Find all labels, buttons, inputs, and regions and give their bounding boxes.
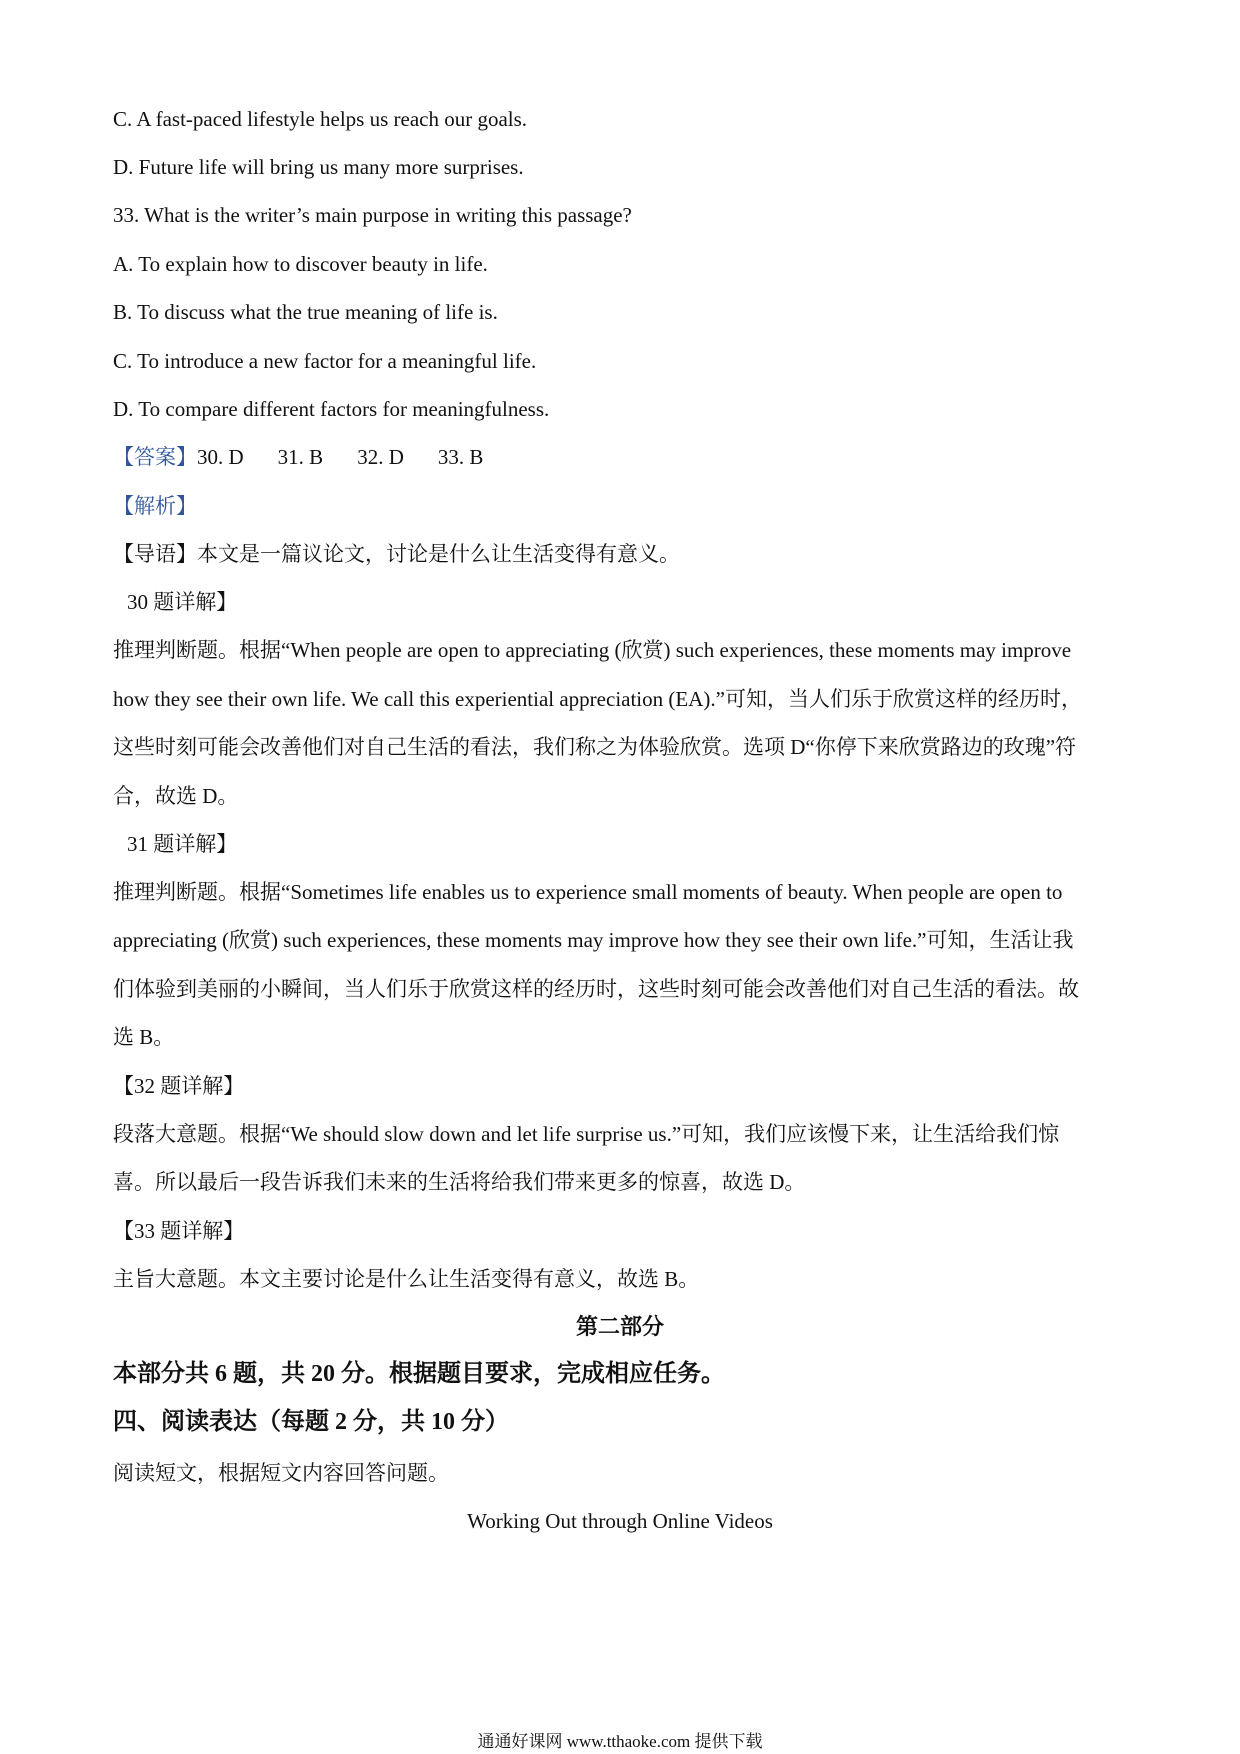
q30-text-line: how they see their own life. We call this experiential appreciation (EA).”可知，当人们乐于欣赏这样的经历时， xyxy=(113,687,1082,711)
answer-item: 33. B xyxy=(437,445,484,469)
reading-instruction: 阅读短文，根据短文内容回答问题。 xyxy=(113,1461,449,1485)
part2-title: 第二部分 xyxy=(575,1314,664,1339)
section-heading: 四、阅读表达（每题 2 分，共 10 分） xyxy=(113,1409,509,1435)
q30-text-line: 合，故选 D。 xyxy=(113,784,239,808)
option-c: C. A fast-paced lifestyle helps us reach our goals. xyxy=(113,107,528,131)
question-33: 33. What is the writer’s main purpose in writing this passage? xyxy=(113,203,632,227)
question-33-option-a: A. To explain how to discover beauty in life. xyxy=(113,252,488,276)
q30-text-line: 推理判断题。根据“When people are open to appreciating (欣赏) such experiences, these moments may improve xyxy=(113,638,1072,662)
q31-text-line: 们体验到美丽的小瞬间，当人们乐于欣赏这样的经历时，这些时刻可能会改善他们对自己生活的看法。故 xyxy=(113,977,1079,1001)
q32-heading: 【32 题详解】 xyxy=(113,1074,245,1098)
answer-line xyxy=(113,443,483,471)
part2-intro: 本部分共 6 题，共 20 分。根据题目要求，完成相应任务。 xyxy=(113,1361,725,1387)
option-d: D. Future life will bring us many more surprises. xyxy=(113,155,524,179)
answer-label: 【答案】 xyxy=(113,445,197,469)
question-33-option-b: B. To discuss what the true meaning of life is. xyxy=(113,300,498,324)
page-footer: 通通好课网 www.tthaoke.com 提供下载 xyxy=(477,1732,763,1751)
q33-heading: 【33 题详解】 xyxy=(113,1219,245,1243)
q31-text-line: 推理判断题。根据“Sometimes life enables us to experience small moments of beauty. When people are open to xyxy=(113,880,1063,904)
q31-text-line: appreciating (欣赏) such experiences, these moments may improve how they see their own life.”可知，生活让我 xyxy=(113,928,1074,952)
answer-item: 32. D xyxy=(357,445,404,469)
q33-text-line: 主旨大意题。本文主要讨论是什么让生活变得有意义，故选 B。 xyxy=(113,1267,700,1291)
answer-item: 30. D xyxy=(197,445,244,469)
passage-title: Working Out through Online Videos xyxy=(467,1509,773,1533)
q32-text-line: 段落大意题。根据“We should slow down and let life surprise us.”可知，我们应该慢下来，让生活给我们惊 xyxy=(113,1122,1060,1146)
q31-heading: 31 题详解】 xyxy=(127,832,238,856)
q30-text-line: 这些时刻可能会改善他们对自己生活的看法，我们称之为体验欣赏。选项 D“你停下来欣赏路边的玫瑰”符 xyxy=(113,735,1077,759)
analysis-label: 【解析】 xyxy=(113,494,197,518)
question-33-option-d: D. To compare different factors for meaningfulness. xyxy=(113,397,550,421)
q30-heading: 30 题详解】 xyxy=(127,590,238,614)
answer-item: 31. B xyxy=(277,445,324,469)
guide-text: 【导语】本文是一篇议论文，讨论是什么让生活变得有意义。 xyxy=(113,542,680,566)
question-33-option-c: C. To introduce a new factor for a meaningful life. xyxy=(113,349,537,373)
q32-text-line: 喜。所以最后一段告诉我们未来的生活将给我们带来更多的惊喜，故选 D。 xyxy=(113,1170,806,1194)
q31-text-line: 选 B。 xyxy=(113,1025,175,1049)
